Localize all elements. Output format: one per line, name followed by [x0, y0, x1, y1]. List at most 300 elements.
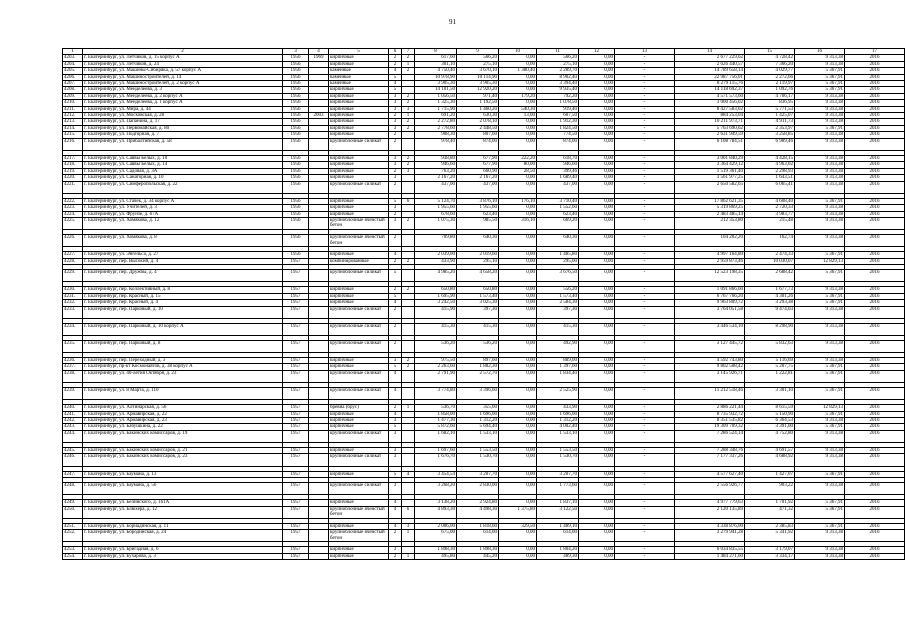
municipal-area-cell: 0,00: [579, 125, 615, 131]
table-row: [63, 370, 905, 382]
wall-material-cell: кирпичные: [329, 293, 389, 299]
living-area-cell: 295,10: [457, 258, 499, 264]
row-number-cell: 4244.: [63, 430, 83, 442]
living-area-cell: 2 448,50: [457, 125, 499, 131]
year-cell: 2016: [845, 553, 905, 559]
row-number-cell: 4251.: [63, 523, 83, 529]
wall-material-cell: кирпичные: [329, 132, 389, 138]
entrances-cell: 2: [402, 119, 415, 125]
col13-cell: -: [615, 430, 675, 442]
row-number-cell: 4241.: [63, 411, 83, 417]
row-number-cell: 4247.: [63, 471, 83, 477]
private-area-cell: 1 696,00: [537, 411, 579, 417]
wall-material-cell: крупноблочные силикат: [329, 370, 389, 382]
col13-cell: -: [615, 68, 675, 74]
living-area-cell: 1 460,20: [457, 106, 499, 112]
nonresidential-area-cell: 0,00: [499, 405, 537, 411]
row-number-cell: 4248.: [63, 483, 83, 495]
cost-per-sqm-cell: 5 150,90: [745, 411, 795, 417]
limit-cost-cell: 5 367,91: [795, 300, 845, 306]
private-area-cell: 3 394,40: [537, 81, 579, 87]
row-number-cell: 4242.: [63, 418, 83, 424]
municipal-area-cell: 0,00: [579, 175, 615, 181]
row-number-cell: 4249.: [63, 500, 83, 506]
col13-cell: -: [615, 358, 675, 364]
total-area-cell: 1 676,70: [415, 454, 457, 466]
cost-per-sqm-cell: 3 258,85: [745, 132, 795, 138]
cost-per-sqm-cell: 4 029,77: [745, 68, 795, 74]
limit-cost-cell: 9 313,38: [795, 287, 845, 293]
limit-cost-cell: 5 367,91: [795, 293, 845, 299]
nonresidential-area-cell: 0,00: [499, 411, 537, 417]
cost-per-sqm-cell: 5 207,75: [745, 364, 795, 370]
nonresidential-area-cell: 0,00: [499, 138, 537, 150]
col13-cell: -: [615, 217, 675, 229]
nonresidential-area-cell: 0,00: [499, 235, 537, 247]
living-area-cell: 397,30: [457, 306, 499, 318]
private-area-cell: 607,50: [537, 113, 579, 119]
limit-cost-cell: 9 313,38: [795, 100, 845, 106]
cost-per-sqm-cell: 1 092,76: [745, 87, 795, 93]
year-cell: 2016: [845, 483, 905, 495]
year-cell: 2016: [845, 530, 905, 542]
floors-cell: 2: [389, 132, 402, 138]
entrances-cell: [402, 235, 415, 247]
limit-cost-cell: 9 313,38: [795, 340, 845, 352]
municipal-area-cell: 0,00: [579, 364, 615, 370]
year-cell: 2016: [845, 448, 905, 454]
private-area-cell: 919,40: [537, 106, 579, 112]
municipal-area-cell: 0,00: [579, 323, 615, 335]
living-area-cell: 3 876,10: [457, 198, 499, 204]
wall-material-cell: каменные: [329, 68, 389, 74]
built-year-cell: 1957: [283, 471, 309, 477]
address-cell: г. Екатеринбург, ул. Машиностроителей, д. 14: [83, 74, 283, 80]
private-area-cell: 618,70: [537, 155, 579, 161]
row-number-cell: 4225.: [63, 217, 83, 229]
wall-material-cell: каменные: [329, 74, 389, 80]
cost-per-sqm-cell: 5 116,69: [745, 358, 795, 364]
wall-material-cell: кирпичные: [329, 553, 389, 559]
living-area-cell: 623,40: [457, 211, 499, 217]
living-area-cell: 1 312,20: [457, 418, 499, 424]
limit-cost-cell: 9 313,38: [795, 418, 845, 424]
repair-cost-cell: 1 091 866,60: [675, 287, 745, 293]
repair-cost-cell: 8 279 115,76: [675, 81, 745, 87]
floors-cell: 5: [389, 424, 402, 430]
reconstruction-year-cell: 1969: [309, 55, 329, 61]
total-area-cell: 1 682,10: [415, 430, 457, 442]
living-area-cell: 2 019,60: [457, 252, 499, 258]
cost-per-sqm-cell: 4 728,42: [745, 55, 795, 61]
address-cell: г. Екатеринбург, ул. Учителей, д. 3: [83, 205, 283, 211]
total-area-cell: 3 774,80: [415, 388, 457, 400]
cost-per-sqm-cell: 2 298,93: [745, 168, 795, 174]
municipal-area-cell: 0,00: [579, 205, 615, 211]
entrances-cell: 2: [402, 162, 415, 168]
limit-cost-cell: 9 313,38: [795, 211, 845, 217]
address-cell: г. Екатеринбург, пер. Высокий, д. 4: [83, 258, 283, 264]
repair-cost-cell: 7 177 337,26: [675, 454, 745, 466]
floors-cell: 5: [389, 87, 402, 93]
column-header-12: 12: [579, 49, 615, 55]
table-row: [63, 68, 905, 74]
repair-cost-cell: 14 789 658,14: [675, 68, 745, 74]
total-area-cell: 1 697,60: [415, 448, 457, 454]
total-area-cell: 678,60: [415, 211, 457, 217]
limit-cost-cell: 12 829,13: [795, 405, 845, 411]
built-year-cell: 1956: [283, 181, 309, 193]
wall-material-cell: кирпичные: [329, 500, 389, 506]
built-year-cell: 1957: [283, 500, 309, 506]
address-cell: г. Екатеринбург, ул. Папанина, д. 17: [83, 119, 283, 125]
nonresidential-area-cell: 316,10: [499, 217, 537, 229]
wall-material-cell: каменные: [329, 81, 389, 87]
living-area-cell: 630,30: [457, 113, 499, 119]
year-cell: 2016: [845, 132, 905, 138]
wall-material-cell: крупноблочные силикат: [329, 483, 389, 495]
total-area-cell: 908,30: [415, 132, 457, 138]
built-year-cell: 1956: [283, 106, 309, 112]
total-area-cell: 2 791,90: [415, 370, 457, 382]
living-area-cell: 807,60: [457, 132, 499, 138]
total-area-cell: 415,90: [415, 306, 457, 318]
floors-cell: 2: [389, 138, 402, 150]
built-year-cell: 1956: [283, 74, 309, 80]
wall-material-cell: крупноблочные ячеистый бетон: [329, 217, 389, 229]
floors-cell: 3: [389, 119, 402, 125]
cost-per-sqm-cell: 5 341,92: [745, 530, 795, 542]
address-cell: г. Екатеринбург, ул. Менделеева, д. 1 корпус А: [83, 100, 283, 106]
repair-cost-cell: 3 000 456,02: [675, 100, 745, 106]
repair-cost-cell: 3 764 051,58: [675, 306, 745, 318]
row-number-cell: 4240.: [63, 405, 83, 411]
repair-cost-cell: 2 959 873,46: [675, 258, 745, 264]
municipal-area-cell: 0,00: [579, 113, 615, 119]
year-cell: 2016: [845, 81, 905, 87]
wall-material-cell: кирпичные: [329, 119, 389, 125]
limit-cost-cell: 9 313,38: [795, 483, 845, 495]
total-area-cell: 2 778,60: [415, 125, 457, 131]
floors-cell: 3: [389, 454, 402, 466]
cost-per-sqm-cell: 4 963,02: [745, 162, 795, 168]
built-year-cell: 1957: [283, 553, 309, 559]
row-number-cell: 4211.: [63, 106, 83, 112]
col13-cell: -: [615, 198, 675, 204]
cost-per-sqm-cell: 3 334,17: [745, 553, 795, 559]
municipal-area-cell: 0,00: [579, 340, 615, 352]
address-cell: г. Екатеринбург, пер. Парковый, д. 8: [83, 340, 283, 352]
private-area-cell: 640,30: [537, 235, 579, 247]
built-year-cell: 1957: [283, 340, 309, 352]
col13-cell: -: [615, 270, 675, 282]
built-year-cell: 1957: [283, 306, 309, 318]
floors-cell: 3: [389, 106, 402, 112]
living-area-cell: 2 924,80: [457, 500, 499, 506]
col13-cell: -: [615, 364, 675, 370]
cost-per-sqm-cell: 2 385,83: [745, 523, 795, 529]
nonresidential-area-cell: 0,00: [499, 132, 537, 138]
year-cell: 2016: [845, 55, 905, 61]
col13-cell: -: [615, 287, 675, 293]
repair-cost-cell: 11 212 518,46: [675, 388, 745, 400]
floors-cell: 4: [389, 506, 402, 518]
living-area-cell: 1 696,00: [457, 411, 499, 417]
repair-cost-cell: 7 286 524,14: [675, 430, 745, 442]
col13-cell: -: [615, 370, 675, 382]
living-area-cell: 3 025,30: [457, 300, 499, 306]
total-area-cell: 3 268,20: [415, 483, 457, 495]
nonresidential-area-cell: 0,00: [499, 74, 537, 80]
col13-cell: -: [615, 300, 675, 306]
table-row: [63, 235, 905, 247]
living-area-cell: 1 533,10: [457, 430, 499, 442]
nonresidential-area-cell: 0,00: [499, 547, 537, 553]
year-cell: 2016: [845, 323, 905, 335]
row-number-cell: 4210.: [63, 100, 83, 106]
reconstruction-year-cell: [309, 506, 329, 518]
municipal-area-cell: 0,00: [579, 270, 615, 282]
entrances-cell: 2: [402, 125, 415, 131]
total-area-cell: 1 056,50: [415, 93, 457, 99]
total-area-cell: 975,50: [415, 358, 457, 364]
address-cell: г. Екатеринбург, ул. Хомякова, д. 12: [83, 217, 283, 229]
built-year-cell: 1956: [283, 175, 309, 181]
built-year-cell: 1957: [283, 258, 309, 264]
column-header-16: 16: [795, 49, 845, 55]
floors-cell: 4: [389, 500, 402, 506]
cost-per-sqm-cell: 4 911,73: [745, 119, 795, 125]
row-number-cell: 4236.: [63, 358, 83, 364]
total-area-cell: 1 477,30: [415, 418, 457, 424]
limit-cost-cell: 9 313,38: [795, 61, 845, 67]
repair-cost-cell: 6 108 784,51: [675, 138, 745, 150]
repair-cost-cell: 3 127 445,72: [675, 340, 745, 352]
built-year-cell: 1957: [283, 370, 309, 382]
entrances-cell: [402, 323, 415, 335]
wall-material-cell: крупноблочные силикат: [329, 270, 389, 282]
repair-cost-cell: 2 556 926,77: [675, 483, 745, 495]
private-area-cell: 669,20: [537, 217, 579, 229]
entrances-cell: 6: [402, 506, 415, 518]
cost-per-sqm-cell: 1 427,07: [745, 471, 795, 477]
private-area-cell: 399,46: [537, 168, 579, 174]
year-cell: 2016: [845, 258, 905, 264]
limit-cost-cell: 9 313,38: [795, 448, 845, 454]
wall-material-cell: кирпичные: [329, 287, 389, 293]
table-row: [63, 530, 905, 542]
address-cell: г. Екатеринбург, ул. Блюхера, д. 12: [83, 506, 283, 518]
nonresidential-area-cell: 0,00: [499, 388, 537, 400]
col13-cell: -: [615, 483, 675, 495]
nonresidential-area-cell: 0,00: [499, 100, 537, 106]
nonresidential-area-cell: 0,00: [499, 181, 537, 193]
reconstruction-year-cell: [309, 181, 329, 193]
row-number-cell: 4238.: [63, 370, 83, 382]
municipal-area-cell: 0,00: [579, 162, 615, 168]
cost-per-sqm-cell: 6 989,46: [745, 138, 795, 150]
private-area-cell: 1 804,20: [537, 547, 579, 553]
year-cell: 2016: [845, 119, 905, 125]
wall-material-cell: кирпичные: [329, 113, 389, 119]
municipal-area-cell: 0,00: [579, 55, 615, 61]
living-area-cell: 660,90: [457, 168, 499, 174]
cost-per-sqm-cell: 1 222,81: [745, 370, 795, 382]
private-area-cell: 946,60: [537, 162, 579, 168]
entrances-cell: 2: [402, 55, 415, 61]
row-number-cell: 4233.: [63, 306, 83, 318]
wall-material-cell: крупноблочные ячеистый бетон: [329, 530, 389, 542]
repair-cost-cell: 4 577 627,40: [675, 471, 745, 477]
repair-cost-cell: 8 735 932,72: [675, 411, 745, 417]
wall-material-cell: кирпичные: [329, 168, 389, 174]
total-area-cell: 5 124,70: [415, 198, 457, 204]
wall-material-cell: крупноблочные силикат: [329, 454, 389, 466]
floors-cell: 3: [389, 430, 402, 442]
row-number-cell: 4219.: [63, 168, 83, 174]
col13-cell: -: [615, 81, 675, 87]
total-area-cell: 763,20: [415, 168, 457, 174]
address-cell: г. Екатеринбург, пер. Красный, д. 15: [83, 293, 283, 299]
table-row: [63, 306, 905, 318]
living-area-cell: 677,90: [457, 162, 499, 168]
year-cell: 2016: [845, 198, 905, 204]
private-area-cell: 623,40: [537, 211, 579, 217]
floors-cell: 4: [389, 388, 402, 400]
total-area-cell: 433,90: [415, 258, 457, 264]
built-year-cell: 1957: [283, 364, 309, 370]
total-area-cell: 3 454,54: [415, 471, 457, 477]
limit-cost-cell: 5 367,91: [795, 198, 845, 204]
cost-per-sqm-cell: 1 701,92: [745, 500, 795, 506]
municipal-area-cell: 0,00: [579, 211, 615, 217]
col13-cell: -: [615, 61, 675, 67]
living-area-cell: 1 882,30: [457, 364, 499, 370]
floors-cell: 3: [389, 155, 402, 161]
year-cell: 2016: [845, 211, 905, 217]
repair-cost-cell: 6 034 835,55: [675, 547, 745, 553]
private-area-cell: 489,30: [537, 553, 579, 559]
built-year-cell: 1957: [283, 300, 309, 306]
col13-cell: -: [615, 125, 675, 131]
row-number-cell: 4224.: [63, 211, 83, 217]
private-area-cell: 556,20: [537, 287, 579, 293]
built-year-cell: 1956: [283, 211, 309, 217]
address-cell: г. Екатеринбург, ул. Белинского, д. 161А: [83, 500, 283, 506]
repair-cost-cell: 9 802 508,42: [675, 364, 745, 370]
living-area-cell: 4 498,30: [457, 506, 499, 518]
nonresidential-area-cell: 0,00: [499, 270, 537, 282]
nonresidential-area-cell: 0,00: [499, 364, 537, 370]
built-year-cell: 1957: [283, 293, 309, 299]
wall-material-cell: кирпичные: [329, 364, 389, 370]
nonresidential-area-cell: 0,00: [499, 471, 537, 477]
row-number-cell: 4231.: [63, 293, 83, 299]
private-area-cell: 415,30: [537, 323, 579, 335]
nonresidential-area-cell: 0,00: [499, 287, 537, 293]
limit-cost-cell: 5 367,91: [795, 252, 845, 258]
floors-cell: 5: [389, 270, 402, 282]
municipal-area-cell: 0,00: [579, 252, 615, 258]
wall-material-cell: кирпичные: [329, 300, 389, 306]
row-number-cell: 4235.: [63, 340, 83, 352]
built-year-cell: 1956: [283, 155, 309, 161]
private-area-cell: 1 397,60: [537, 364, 579, 370]
living-area-cell: 1 553,50: [457, 448, 499, 454]
floors-cell: 2: [389, 340, 402, 352]
column-header-15: 15: [745, 49, 795, 55]
limit-cost-cell: 9 313,38: [795, 323, 845, 335]
wall-material-cell: кирпичные: [329, 198, 389, 204]
wall-material-cell: кирпичные: [329, 55, 389, 61]
cost-per-sqm-cell: 3 983,77: [745, 211, 795, 217]
nonresidential-area-cell: 0,00: [499, 483, 537, 495]
address-cell: г. Екатеринбург, ул. Летчиков, д. 24: [83, 61, 283, 67]
address-cell: г. Екатеринбург, пер. Парковый, д. 10: [83, 306, 283, 318]
living-area-cell: 1 955,60: [457, 205, 499, 211]
reconstruction-year-cell: [309, 217, 329, 229]
nonresidential-area-cell: 0,00: [499, 448, 537, 454]
entrances-cell: 2: [402, 93, 415, 99]
total-area-cell: 1 695,90: [415, 293, 457, 299]
limit-cost-cell: 5 367,91: [795, 68, 845, 74]
built-year-cell: 1957: [283, 388, 309, 400]
entrances-cell: [402, 370, 415, 382]
built-year-cell: 1956: [283, 198, 309, 204]
nonresidential-area-cell: 222,20: [499, 155, 537, 161]
limit-cost-cell: 5 367,91: [795, 87, 845, 93]
living-area-cell: 275,10: [457, 61, 499, 67]
col13-cell: -: [615, 55, 675, 61]
wall-material-cell: кирпичные: [329, 155, 389, 161]
total-area-cell: 14 101,50: [415, 87, 457, 93]
limit-cost-cell: 9 313,38: [795, 553, 845, 559]
total-area-cell: 4 893,30: [415, 506, 457, 518]
total-area-cell: 415,30: [415, 323, 457, 335]
private-area-cell: 1 312,20: [537, 418, 579, 424]
nonresidential-area-cell: 0,00: [499, 175, 537, 181]
living-area-cell: 1 818,60: [457, 523, 499, 529]
column-header-4: 4: [309, 49, 329, 55]
entrances-cell: [402, 454, 415, 466]
col13-cell: -: [615, 74, 675, 80]
private-area-cell: 4 002,40: [537, 424, 579, 430]
repair-cost-cell: 1 519 361,40: [675, 168, 745, 174]
living-area-cell: 1 530,70: [457, 454, 499, 466]
table-row: [63, 81, 905, 87]
address-cell: г. Екатеринбург, ул. Симферопольская, д. 22: [83, 181, 283, 193]
total-area-cell: 536,70: [415, 405, 457, 411]
living-area-cell: 10 114,90: [457, 74, 499, 80]
total-area-cell: 4 750,40: [415, 68, 457, 74]
col13-cell: -: [615, 323, 675, 335]
year-cell: 2016: [845, 306, 905, 318]
limit-cost-cell: 9 313,38: [795, 181, 845, 193]
address-cell: г. Екатеринбург, ул. Менделеева, д. 3: [83, 87, 283, 93]
year-cell: 2016: [845, 217, 905, 229]
living-area-cell: 3 396,60: [457, 388, 499, 400]
reconstruction-year-cell: [309, 235, 329, 247]
floors-cell: 5: [389, 293, 402, 299]
nonresidential-area-cell: 28,50: [499, 168, 537, 174]
column-header-6: 6: [389, 49, 402, 55]
nonresidential-area-cell: 0,00: [499, 258, 537, 264]
nonresidential-area-cell: 0,00: [499, 370, 537, 382]
repair-cost-cell: 22 987 756,01: [675, 74, 745, 80]
wall-material-cell: крупноблочные силикат: [329, 181, 389, 193]
living-area-cell: 415,30: [457, 323, 499, 335]
municipal-area-cell: 0,00: [579, 198, 615, 204]
